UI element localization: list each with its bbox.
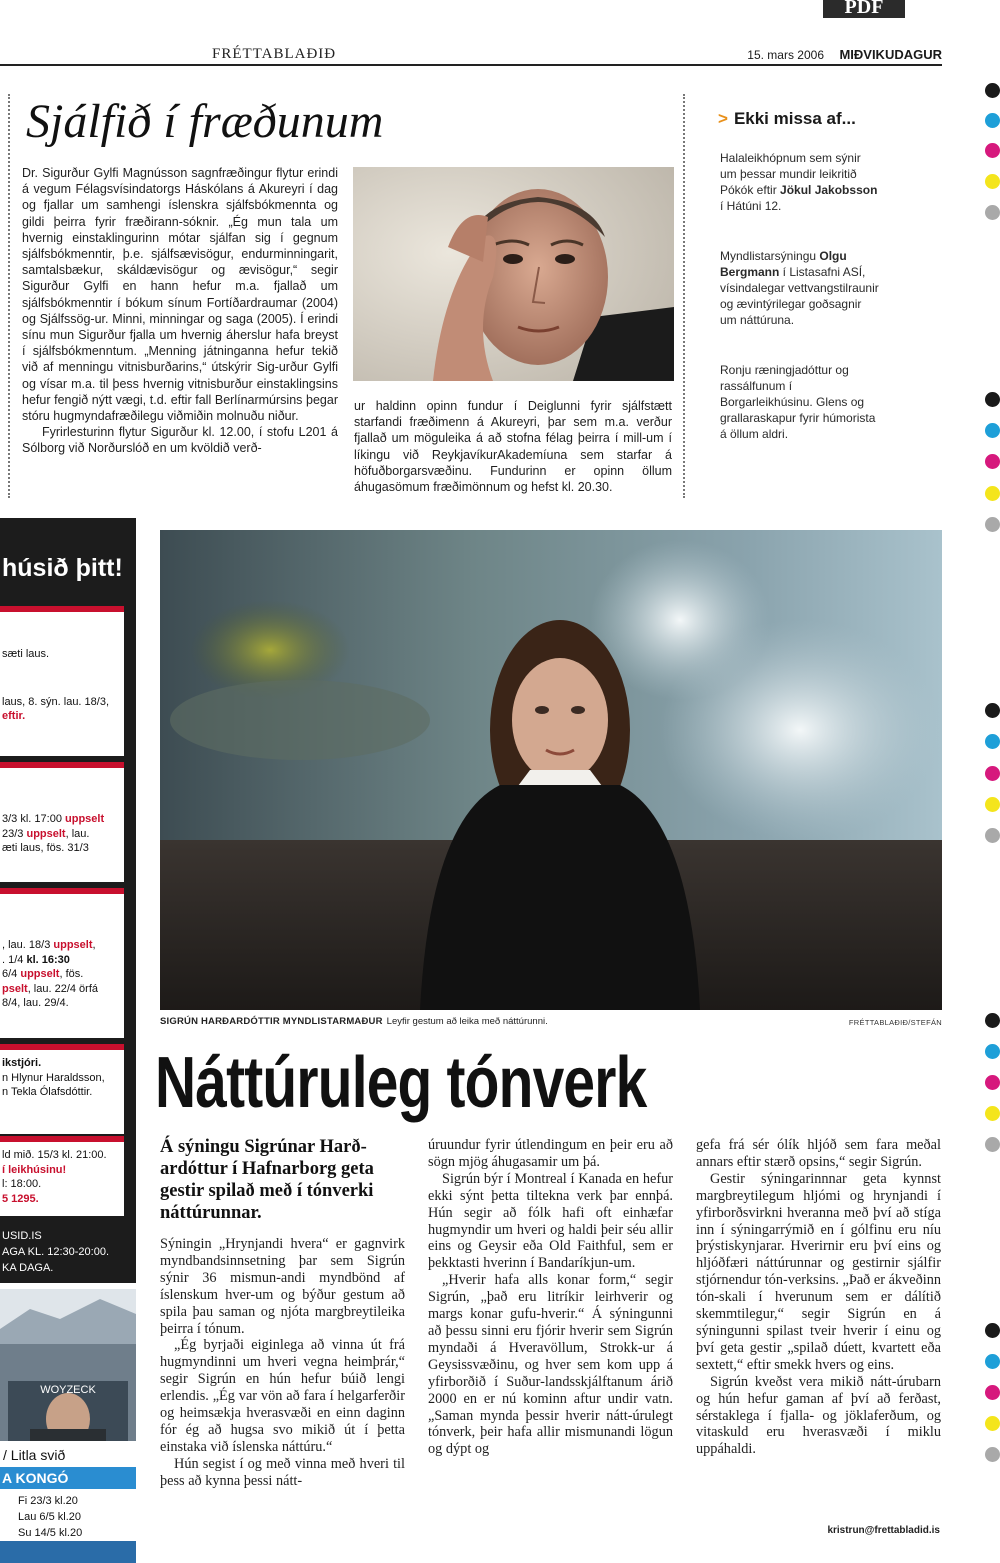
paragraph: Hún segist í og með vinna með hveri til þess að kynna þessi nátt-	[160, 1455, 405, 1489]
photo-caption	[160, 1016, 548, 1027]
ad-line: eftir.	[2, 710, 26, 722]
feature-headline: Náttúruleg tónverk	[155, 1043, 647, 1123]
sold-out-label: pselt	[2, 982, 28, 995]
registration-dot	[985, 83, 1000, 98]
sold-out-label: uppselt	[53, 939, 93, 951]
ad-line: n Tekla Ólafsdóttir.	[2, 1086, 93, 1098]
ad-line: KA DAGA.	[2, 1262, 54, 1274]
author-email: kristrun@frettabladid.is	[827, 1525, 940, 1536]
paragraph: Sýningin „Hrynjandi hvera“ er gagnvirk myndbandsinnsetning þar sem Sigrún sýnir 36 mismun-andi myndbönd af íslenskum hver-um og býður gestum að spila þau saman og njóta margbreytileika þeirra í tónum.	[160, 1236, 405, 1337]
ekki-missa-item	[720, 248, 880, 328]
theatre-ad-heading: húsið þitt!	[2, 554, 123, 582]
ad-line: 8/4, lau. 29/4.	[2, 997, 69, 1009]
ad-box	[0, 606, 124, 756]
poster-title: WOYZECK	[40, 1384, 96, 1396]
paragraph: úruundur fyrir útlendingum en þeir eru að sögn mjög áhugasamir um þá.	[428, 1137, 673, 1170]
ad-box	[0, 1044, 124, 1134]
ad-date: Lau 6/5 kl.20	[18, 1511, 81, 1523]
pdf-tab: PDF	[823, 0, 905, 18]
ad-box	[0, 1136, 124, 1216]
registration-dot	[985, 1106, 1000, 1121]
ad-time: kl. 16:30	[26, 953, 70, 966]
registration-dot	[985, 1013, 1000, 1028]
item-text: í Listasafni ASÍ, vísindalegar vettvangstilraunir og ævintýrilegar goðsagnir um náttúruna.	[720, 265, 879, 327]
paragraph: ur haldinn opinn fundur í Deiglunni fyrir sjálfstætt starfandi fræðimenn á Akureyri, þar sem m.a. verður fjallað um möguleika á að stofna félag þeirra í mill-um í líkingu við ReykjavíkurAkademíuna sem starfar á höfuðborgarsvæðinu. Fundurinn er opinn öllum áhugasömum fræðimönnum og hefst kl. 20.30.	[354, 399, 672, 495]
print-registration-marks	[983, 0, 1000, 1563]
sold-out-label: uppselt	[26, 827, 66, 840]
ad-phone: 5 1295.	[2, 1192, 39, 1205]
registration-dot	[985, 423, 1000, 438]
registration-dot	[985, 517, 1000, 532]
item-name: Jökul Jakobsson	[780, 183, 878, 197]
ad-line: , lau. 22/4 örfá	[27, 982, 99, 995]
registration-dot	[985, 766, 1000, 781]
ad-website: USID.IS	[2, 1230, 42, 1242]
registration-dot	[985, 1354, 1000, 1369]
paragraph: Sigrún býr í Montreal í Kanada en hefur ekki sýnt þetta tiltekna verk þar ennþá. Hún segir að fólk hafi oft einhæfar hugmyndir um hveri og haldi þeir séu allir eins og Geysir eða Old Faithful, sem er þekktasti hverinn í Bandaríkjun-um.	[428, 1170, 673, 1272]
sold-out-label: uppselt	[20, 968, 60, 980]
caption-title: SIGRÚN HARÐARDÓTTIR MYNDLISTARMAÐUR	[160, 1016, 383, 1027]
registration-dot	[985, 703, 1000, 718]
paragraph: Fyrirlesturinn flytur Sigurður kl. 12.00, í stofu L201 á Sólborg við Norðurslóð en um kvöldið verð-	[22, 425, 338, 456]
registration-dot	[985, 1323, 1000, 1338]
ekki-missa-title: Ekki missa af...	[733, 109, 856, 128]
feature-col1	[160, 1236, 405, 1560]
ad-line: , lau. 18/3	[2, 939, 54, 951]
registration-dot	[985, 1137, 1000, 1152]
registration-dot	[985, 205, 1000, 220]
ekki-missa-item	[720, 362, 880, 442]
ad-footer	[2, 1228, 109, 1276]
ad-stage: / Litla svið	[3, 1447, 66, 1463]
item-text: Halaleikhópnum sem sýnir um þessar mundir leikritið Pókók eftir	[720, 151, 861, 197]
registration-dot	[985, 734, 1000, 749]
registration-dot	[985, 1044, 1000, 1059]
page-header	[0, 44, 942, 66]
ad-line: æti laus, fös. 31/3	[2, 842, 89, 854]
item-text: í Hátúni 12.	[720, 199, 782, 213]
portrait-photo	[353, 167, 674, 381]
item-name: Olgu Bergmann	[720, 249, 847, 279]
chevron-right-icon: >	[718, 109, 728, 128]
ad-line: l: 18:00.	[2, 1178, 42, 1190]
issue-weekday: MIÐVIKUDAGUR	[839, 47, 942, 62]
paragraph: gefa frá sér ólík hljóð sem fara meðal annars eftir stærð opsins,“ segir Sigrún.	[696, 1137, 941, 1170]
woyzeck-ad	[0, 1289, 136, 1563]
ad-schedule	[0, 1441, 136, 1541]
registration-dot	[985, 454, 1000, 469]
theatre-ad	[0, 518, 136, 1283]
sold-out-label: uppselt	[65, 813, 105, 825]
issue-date: 15. mars 2006	[747, 48, 824, 62]
item-text: Ronju ræningjadóttur og rassálfunum í Borgarleikhúsinu. Glens og grallaraskapur fyrir húmorista á öllum aldri.	[720, 363, 876, 441]
registration-dot	[985, 797, 1000, 812]
ad-box	[0, 762, 124, 882]
masthead: FRÉTTABLAÐIÐ	[212, 46, 337, 62]
registration-dot	[985, 486, 1000, 501]
ad-line: 3/3 kl. 17:00	[2, 813, 65, 825]
registration-dot	[985, 143, 1000, 158]
paragraph: „Hverir hafa alls konar form,“ segir Sigrún, „það eru litríkir leirhverir og margs konar gufu-hverir.“ Á sýningunni að þessu sinni eru fjórir hverir sem Sigrún myndaði á Hveravöllum, Strokk-ur á Geysissvæðinu, og hver sem kom upp á yfirborðið í Suður-landsskjálftanum árið 2000 en er nú kominn aftur undir vatn. „Saman mynda þessir hverir nátt-úrulegt tónverk, þeir hafa allir mismunandi lögun og dýpt og	[428, 1272, 673, 1458]
paragraph: Gestir sýningarinnnar geta kynnst margbreytilegum hljómi og hrynjandi í yfirborðsvirkni hveranna með því að stíga inn í sýningarrýmið en í gólfinu eru níu þrýstiskynjarar. Hverirnir eru því eins og hljóðfæri náttúrunnar og gestirnir sjálfir stjórnendur tón-verksins. „Það er ákveðinn tón-skali í hverunum sem er dálítið skemmtilegur,“ segir Sigrún en á sýningunni spilast tveir hverir í einu og því geta gestir „spilað dúett, kvartett eða sextett,“ eftir smekk hvers og eins.	[696, 1170, 941, 1373]
feature-photo	[160, 530, 942, 1010]
column-divider	[683, 94, 685, 498]
top-article-col2	[354, 398, 672, 502]
ad-box	[0, 888, 124, 1038]
caption-text: Leyfir gestum að leika með náttúrunni.	[386, 1016, 548, 1027]
ad-line: AGA KL. 12:30-20:00.	[2, 1246, 110, 1258]
ekki-missa-heading	[718, 109, 856, 129]
ad-line: sæti laus.	[2, 648, 50, 660]
registration-dot	[985, 1447, 1000, 1462]
ad-line: , lau.	[65, 827, 90, 840]
ad-line: í leikhúsinu!	[2, 1163, 67, 1176]
paragraph: „Ég byrjaði eiginlega að vinna út frá hugmyndinni um hveri vegna heimþrár,“ segir Sigrún en hún hefur búið lengi erlendis. „Ég var vön að fara í helgarferðir og heimsækja hverasvæði en einn daginn fór ég að hugsa svo mikið út í þetta einstaka við íslenska náttúru.“	[160, 1337, 405, 1455]
photo-credit: FRÉTTABLAÐIÐ/STEFÁN	[848, 1018, 942, 1027]
ad-line: ikstjóri.	[2, 1057, 42, 1069]
ad-date: Su 14/5 kl.20	[18, 1527, 83, 1539]
column-divider	[8, 94, 10, 498]
ad-line: , fös.	[59, 968, 84, 980]
paragraph: Dr. Sigurður Gylfi Magnússon sagnfræðingur flytur erindi á vegum Félagsvísindatorgs Háskólans á Akureyri í dag og fjallar um samhengi íslenskra sjálfsbókmennta og gildi þeirra fyrir fræðirann-sóknir. „Ég mun tala um hvernig einstaklingurinn mótar sjálfan sig í gegnum sjálfsbókmenntir, þ.e. sjálfsævisögur, endurminningarit, samtalsbækur, skáldævisögur og ævisögur,“ segir Sigurður Gylfi en hann hefur m.a. fjallað um sjálfsbókmenntir í bókum sínum Fortíðardraumar (2004) og Sjálfssög-ur. Minni, minningar og saga (2005). Í erindi sínu mun Sigurður fjalla um hvernig áherslur hafa breyst í sjálfsbókmenntum. „Menning játninganna hefur tekið við af menningu vitnisburðarins,“ útskýrir Sig-urður Gylfi og vísar m.a. til þess hvernig vitnisburður einstaklingsins hefur fengið nýtt vægi, t.d. eftir fall Berlínarmúrsins þegar stóru hugmyndafræðilegu viðmiðin molnuðu niður.	[22, 166, 338, 424]
ekki-missa-item	[720, 150, 880, 214]
item-text: Myndlistarsýningu	[720, 249, 820, 263]
registration-dot	[985, 392, 1000, 407]
feature-col3	[696, 1137, 941, 1523]
ad-poster-image	[0, 1289, 136, 1441]
ad-line: 23/3	[2, 827, 27, 840]
feature-col2	[428, 1137, 673, 1560]
registration-dot	[985, 174, 1000, 189]
ad-line: n Hlynur Haraldsson,	[2, 1071, 105, 1084]
ad-line: ld mið. 15/3 kl. 21:00.	[2, 1149, 107, 1161]
registration-dot	[985, 113, 1000, 128]
ad-date: Fi 23/3 kl.20	[18, 1495, 78, 1507]
registration-dot	[985, 828, 1000, 843]
registration-dot	[985, 1416, 1000, 1431]
registration-dot	[985, 1385, 1000, 1400]
top-article-title: Sjálfið í fræðunum	[26, 95, 384, 148]
ad-line: ,	[92, 939, 96, 951]
ad-line: 6/4	[2, 968, 21, 980]
top-article-col1	[22, 165, 338, 500]
ad-line: . 1/4	[2, 953, 27, 966]
ad-show-title: A KONGÓ	[0, 1467, 136, 1489]
registration-dot	[985, 1075, 1000, 1090]
paragraph: Sigrún kveðst vera mikið nátt-úrubarn og hún hefur gaman af því að ferðast, sérstaklega í fjalla- og jöklaferðum, og vitaskuld eru hverasvæði í miklu uppáhaldi.	[696, 1373, 941, 1458]
ad-line: laus, 8. sýn. lau. 18/3,	[2, 695, 110, 708]
feature-lead: Á sýningu Sigrúnar Harð-ardóttur í Hafnarborg geta gestir spilað með í tónverki náttúrunnar.	[160, 1137, 374, 1223]
ad-dates	[0, 1489, 136, 1541]
